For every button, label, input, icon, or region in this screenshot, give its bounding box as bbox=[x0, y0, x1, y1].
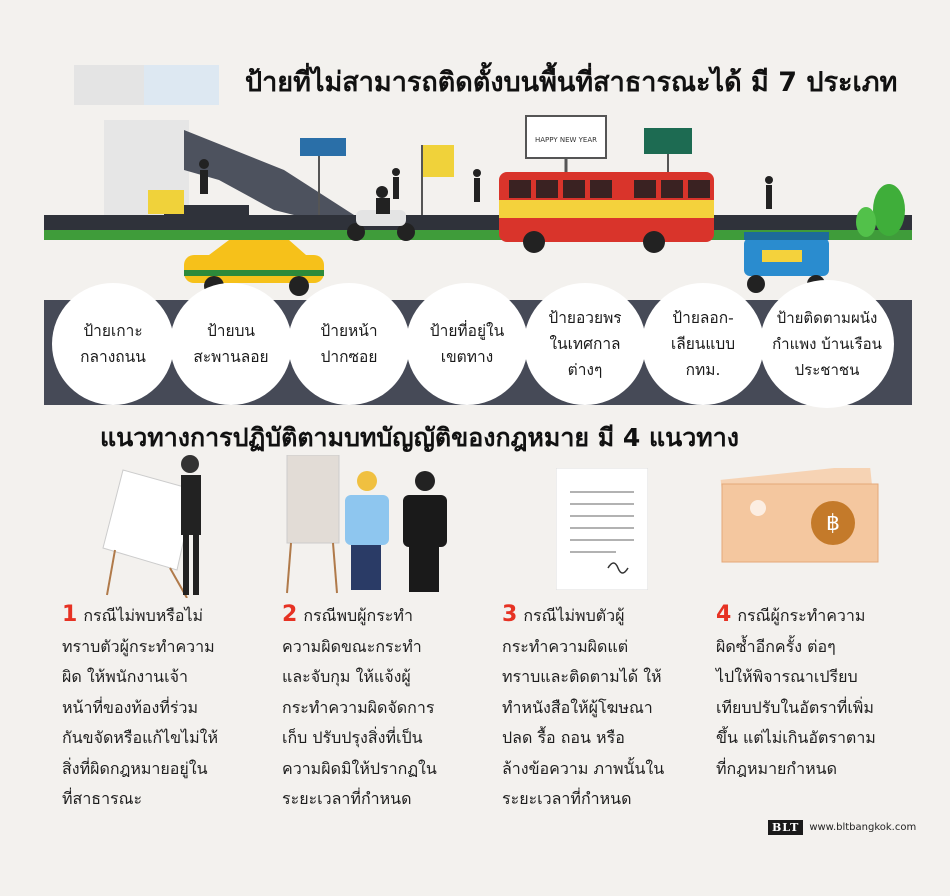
footer-url[interactable]: www.bltbangkok.com bbox=[809, 822, 917, 833]
step-text-line: ความผิดขณะกระทำ bbox=[282, 636, 422, 656]
sign-type-line: กลางถนน bbox=[80, 348, 146, 366]
bus-icon bbox=[499, 172, 714, 253]
banknotes-baht-icon bbox=[718, 468, 883, 568]
sign-type-line: ป้ายหน้า bbox=[320, 322, 378, 340]
step-text-line: กรณีผู้กระทำความ bbox=[737, 606, 866, 625]
step-text-line: หน้าที่ของท้องที่ร่วม bbox=[62, 697, 199, 717]
sign-type-line: ปากซอย bbox=[320, 348, 378, 366]
sign-type-imitation-bma bbox=[642, 283, 764, 405]
sign-type-line: กทม. bbox=[685, 361, 721, 379]
step-text-line: กรณีไม่พบหรือไม่ bbox=[83, 606, 204, 625]
sign-type-line: ป้ายเกาะ bbox=[83, 322, 143, 340]
sign-type-line: ป้ายลอก- bbox=[672, 309, 734, 327]
step-text-line: ทราบตัวผู้กระทำความ bbox=[62, 636, 215, 656]
sign-type-line: ประชาชน bbox=[794, 361, 860, 379]
step-number: 1 bbox=[62, 602, 78, 627]
sign-type-median bbox=[52, 283, 174, 405]
step-text-line: ไปให้พิจารณาเปรียบ bbox=[716, 667, 858, 686]
step-text-line: ล้างข้อความ ภาพนั้นใน bbox=[502, 758, 665, 778]
sign-type-line: ป้ายที่อยู่ใน bbox=[429, 322, 505, 340]
sign-type-line: ป้ายติดตามผนัง bbox=[776, 309, 878, 327]
sign-type-line: ต่างๆ bbox=[567, 361, 603, 379]
step-text-line: ระยะเวลาที่กำหนด bbox=[502, 789, 632, 808]
sign-type-alley-entrance bbox=[288, 283, 410, 405]
sign-type-house-wall bbox=[760, 280, 894, 408]
step-number: 4 bbox=[716, 602, 732, 627]
sign-type-festival-greeting bbox=[524, 283, 646, 405]
yellow-flag-sign-icon bbox=[422, 145, 454, 177]
sign-type-line: กำแพง บ้านเรือน bbox=[772, 335, 882, 353]
guidelines-title: แนวทางการปฏิบัติตามบทบัญญัติของกฎหมาย มี 4 แนวทาง bbox=[100, 423, 739, 452]
step-text-line: ผิด ให้พนักงานเจ้า bbox=[62, 667, 188, 686]
guideline-step-4 bbox=[716, 600, 926, 784]
document-letter-icon bbox=[556, 468, 648, 590]
sign-type-line: ป้ายบน bbox=[206, 322, 256, 340]
person-holding-sign-illustration bbox=[95, 450, 225, 598]
step-text-line: กระทำความผิดจัดการ bbox=[282, 697, 435, 717]
guideline-step-1 bbox=[62, 600, 272, 815]
step-text-line: ที่กฎหมายกำหนด bbox=[716, 758, 837, 778]
step-number: 3 bbox=[502, 602, 518, 627]
sign-type-overpass bbox=[170, 283, 292, 405]
svg-text:฿: ฿ bbox=[826, 511, 840, 536]
step-text-line: เทียบปรับในอัตราที่เพิ่ม bbox=[716, 697, 874, 717]
sign-type-line: ในเทศกาล bbox=[549, 335, 621, 353]
page-title: ป้ายที่ไม่สามารถติดตั้งบนพื้นที่สาธารณะได้ มี 7 ประเภท bbox=[245, 67, 898, 98]
step-text-line: ความผิดมิให้ปรากฏใน bbox=[282, 758, 437, 778]
step-text-line: ทราบและติดตามได้ ให้ bbox=[502, 667, 662, 686]
step-number: 2 bbox=[282, 602, 298, 627]
sign-type-line: สะพานลอย bbox=[193, 348, 269, 366]
sign-type-line: เลียนแบบ bbox=[670, 335, 736, 353]
billboard-text: HAPPY NEW YEAR bbox=[535, 136, 597, 144]
step-text-line: เก็บ ปรับปรุงสิ่งที่เป็น bbox=[282, 728, 423, 747]
blue-sign-icon bbox=[300, 138, 346, 156]
sign-type-line: ป้ายอวยพร bbox=[548, 309, 622, 327]
guideline-step-2 bbox=[282, 600, 492, 815]
step-text-line: ขึ้น แต่ไม่เกินอัตราตาม bbox=[716, 728, 876, 747]
footer bbox=[768, 820, 916, 835]
step-text-line: กระทำความผิดแต่ bbox=[502, 636, 629, 656]
sign-type-line: เขตทาง bbox=[440, 348, 494, 366]
step-text-line: ระยะเวลาที่กำหนด bbox=[282, 789, 412, 808]
sign-type-right-of-way bbox=[406, 283, 528, 405]
step-text-line: กรณีไม่พบตัวผู้ bbox=[523, 606, 625, 625]
step-text-line: ปลด รื้อ ถอน หรือ bbox=[502, 728, 625, 747]
step-text-line: ทำหนังสือให้ผู้โฆษณา bbox=[502, 697, 653, 717]
blt-logo: BLT bbox=[768, 820, 803, 835]
guideline-step-3 bbox=[502, 600, 712, 815]
officer-and-worker-illustration bbox=[285, 455, 465, 595]
step-text-line: และจับกุม ให้แจ้งผู้ bbox=[282, 667, 411, 686]
step-text-line: กันขจัดหรือแก้ไขไม่ให้ bbox=[62, 728, 219, 747]
step-text-line: กรณีพบผู้กระทำ bbox=[303, 606, 413, 625]
step-text-line: ที่สาธารณะ bbox=[62, 789, 143, 808]
step-text-line: สิ่งที่ผิดกฎหมายอยู่ใน bbox=[62, 758, 208, 778]
step-text-line: ผิดซ้ำอีกครั้ง ต่อๆ bbox=[716, 636, 836, 656]
